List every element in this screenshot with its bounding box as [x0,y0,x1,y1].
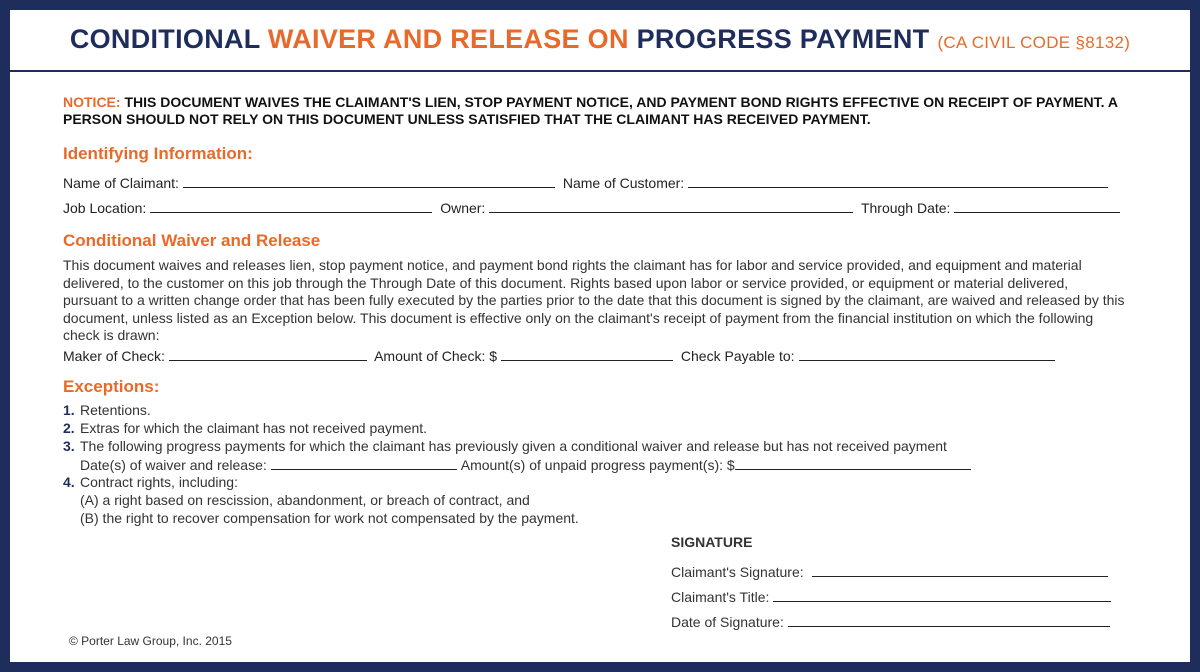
waiver-form [10,10,1190,662]
owner-field[interactable] [489,199,853,213]
name-of-claimant-label: Name of Claimant: [63,175,179,191]
claimant-title-row [671,588,1115,605]
check-payable-to-field[interactable] [799,347,1055,361]
date-of-signature-row [671,613,1114,630]
through-date-label: Through Date: [860,200,951,216]
amount-of-check-label: Amount of Check: $ [374,348,498,364]
signature-heading: SIGNATURE [671,534,753,550]
form-title [70,24,1130,55]
claimant-signature-row [671,563,1112,580]
claimant-signature-field[interactable] [812,563,1108,577]
form-header [10,10,1190,72]
claimant-title-label: Claimant's Title: [671,589,770,605]
notice-label: NOTICE: [63,94,121,110]
identifying-row-1 [63,174,1133,191]
identifying-row-2 [63,199,1133,216]
name-of-customer-field[interactable] [688,174,1108,188]
job-location-field[interactable] [150,199,432,213]
title-conditional: CONDITIONAL [69,24,268,54]
exception-item-3 [63,438,1063,454]
exception-item-4 [63,474,1063,490]
title-waiver-release: WAIVER AND RELEASE ON [267,24,637,54]
exception-text: The following progress payments for which the claimant has previously given a conditional waiver and release but has not received payment [80,438,947,454]
exceptions-heading: Exceptions: [63,377,160,396]
exception-number: 3. [63,438,75,454]
exception-text: Contract rights, including: [80,474,238,490]
maker-of-check-field[interactable] [169,347,367,361]
identifying-heading: Identifying Information: [63,144,253,163]
civil-code-reference: (CA CIVIL CODE §8132) [937,33,1131,52]
job-location-label: Job Location: [63,200,147,216]
claimant-title-field[interactable] [773,588,1111,602]
waiver-body: This document waives and releases lien, stop payment notice, and payment bond rights the claimant has for labor and service provided, and equipment and material delivered, to the customer on this job through the Through Date of this document. Rights based upon labor or service provided, or equipment or material delivered, pursuant to a written change order that has been fully executed by the parties prior to the date that this document is signed by the claimant, are waived and released by this document, unless listed as an Exception below. This document is effective only on the claimant's receipt of payment from the financial institution on which the following check is drawn: [63,257,1125,343]
amounts-unpaid-label: Amount(s) of unpaid progress payment(s): $ [460,457,735,473]
dates-of-waiver-field[interactable] [271,456,457,470]
waiver-dates-row [80,456,975,473]
check-payable-to-label: Check Payable to: [680,348,795,364]
contract-right-b: (B) the right to recover compensation for work not compensated by the payment. [80,510,579,526]
copyright-notice: © Porter Law Group, Inc. 2015 [69,634,232,648]
through-date-field[interactable] [954,199,1120,213]
contract-right-a: (A) a right based on rescission, abandonment, or breach of contract, and [80,492,530,508]
claimant-signature-label: Claimant's Signature: [671,564,804,580]
exception-number: 4. [63,474,75,490]
notice-block [63,94,1123,128]
exception-item-2 [63,420,1063,436]
exception-text: Retentions. [80,402,151,418]
date-of-signature-label: Date of Signature: [671,614,784,630]
date-of-signature-field[interactable] [788,613,1110,627]
maker-of-check-label: Maker of Check: [63,348,165,364]
exception-number: 2. [63,420,75,436]
name-of-claimant-field[interactable] [183,174,555,188]
amount-of-check-field[interactable] [501,347,673,361]
dates-of-waiver-label: Date(s) of waiver and release: [80,457,267,473]
exception-item-1 [63,402,1063,418]
notice-text: THIS DOCUMENT WAIVES THE CLAIMANT'S LIEN, STOP PAYMENT NOTICE, AND PAYMENT BOND RIGHTS EFFECTIVE ON RECEIPT OF PAYMENT. A PERSON SHOULD NOT RELY ON THIS DOCUMENT UNLESS SATISFIED THAT THE CLAIMANT HAS RECEIVED PAYMENT. [63,94,1118,127]
name-of-customer-label: Name of Customer: [562,175,685,191]
waiver-heading: Conditional Waiver and Release [63,231,321,250]
title-progress-payment: PROGRESS PAYMENT [636,24,930,54]
check-row [63,347,1133,364]
exception-text: Extras for which the claimant has not received payment. [80,420,428,436]
amounts-unpaid-field[interactable] [735,456,971,470]
exception-number: 1. [63,402,75,418]
owner-label: Owner: [440,200,486,216]
